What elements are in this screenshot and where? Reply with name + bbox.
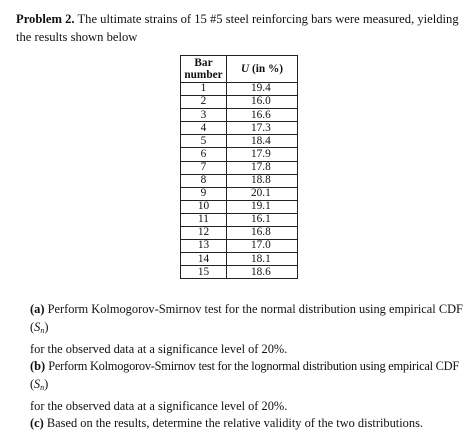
bar-number-cell: 5 [181, 135, 227, 148]
bar-number-cell: 4 [181, 122, 227, 135]
strain-value-cell: 19.4 [227, 83, 298, 96]
strain-value-cell: 18.4 [227, 135, 298, 148]
part-c-text: Based on the results, determine the relative validity of the two distributions. [46, 416, 423, 430]
table-row [181, 174, 298, 187]
table-row [181, 240, 298, 253]
part-a-s-subscript: n [40, 326, 45, 335]
table-row [181, 109, 298, 122]
strain-value-cell: 18.6 [227, 266, 298, 279]
strain-value-cell: 18.8 [227, 174, 298, 187]
table-row [181, 148, 298, 161]
question-part-b [30, 357, 464, 415]
table-row [181, 122, 298, 135]
strain-value-cell: 16.8 [227, 227, 298, 240]
problem-text: The ultimate strains of 15 #5 steel reinforcing bars were measured, yielding the results shown below [16, 12, 459, 44]
bar-number-cell: 12 [181, 227, 227, 240]
table-row [181, 213, 298, 226]
strain-value-cell: 16.6 [227, 109, 298, 122]
table-row [181, 187, 298, 200]
bar-number-cell: 11 [181, 213, 227, 226]
strain-data-table [180, 55, 298, 279]
problem-label: Problem 2. [16, 12, 75, 26]
bar-number-cell: 14 [181, 253, 227, 266]
bar-number-header [181, 56, 227, 83]
strain-header [227, 56, 298, 83]
strain-value-cell: 17.3 [227, 122, 298, 135]
bar-number-cell: 7 [181, 161, 227, 174]
table-row [181, 200, 298, 213]
strain-unit: (in %) [251, 63, 284, 75]
bar-number-cell: 3 [181, 109, 227, 122]
strain-value-cell: 17.8 [227, 161, 298, 174]
strain-value-cell: 17.9 [227, 148, 298, 161]
bar-header-line2: number [184, 69, 223, 81]
table-row [181, 96, 298, 109]
bar-number-cell: 1 [181, 83, 227, 96]
table-row [181, 135, 298, 148]
bar-number-cell: 13 [181, 240, 227, 253]
part-b-text-post: ) [44, 377, 49, 391]
strain-value-cell: 20.1 [227, 187, 298, 200]
strain-value-cell: 16.0 [227, 96, 298, 109]
table-row [181, 253, 298, 266]
problem-statement [16, 10, 466, 46]
table-row [181, 83, 298, 96]
bar-number-cell: 6 [181, 148, 227, 161]
table-header-row [181, 56, 298, 83]
strain-value-cell: 19.1 [227, 200, 298, 213]
part-b-line2: for the observed data at a significance level of 20%. [30, 399, 288, 413]
part-a-text-post: ) [44, 320, 49, 334]
part-b-line1 [30, 357, 464, 397]
bar-number-cell: 10 [181, 200, 227, 213]
part-a-label: (a) [30, 302, 45, 316]
bar-number-cell: 2 [181, 96, 227, 109]
bar-header-line1: Bar [194, 57, 213, 69]
part-b-s-subscript: n [40, 383, 45, 392]
strain-value-cell: 18.1 [227, 253, 298, 266]
strain-value-cell: 17.0 [227, 240, 298, 253]
table-row [181, 266, 298, 279]
bar-number-cell: 9 [181, 187, 227, 200]
part-a-line1 [30, 300, 464, 340]
strain-value-cell: 16.1 [227, 213, 298, 226]
part-b-label: (b) [30, 359, 46, 373]
part-a-text-pre: Perform Kolmogorov-Smirnov test for the normal distribution using empirical CDF ( [30, 302, 463, 334]
strain-symbol: U [240, 63, 250, 75]
part-b-s-symbol: S [33, 377, 41, 391]
part-a-s-symbol: S [34, 320, 41, 334]
question-part-a [30, 300, 464, 358]
part-b-text-pre: Perform Kolmogorov-Smirnov test for the lognormal distribution using empirical CDF ( [30, 359, 459, 391]
table-row [181, 161, 298, 174]
bar-number-cell: 8 [181, 174, 227, 187]
part-a-line2: for the observed data at a significance level of 20%. [30, 342, 288, 356]
question-part-c [30, 414, 464, 432]
part-c-label: (c) [30, 416, 44, 430]
bar-number-cell: 15 [181, 266, 227, 279]
table-row [181, 227, 298, 240]
table-body [181, 83, 298, 279]
